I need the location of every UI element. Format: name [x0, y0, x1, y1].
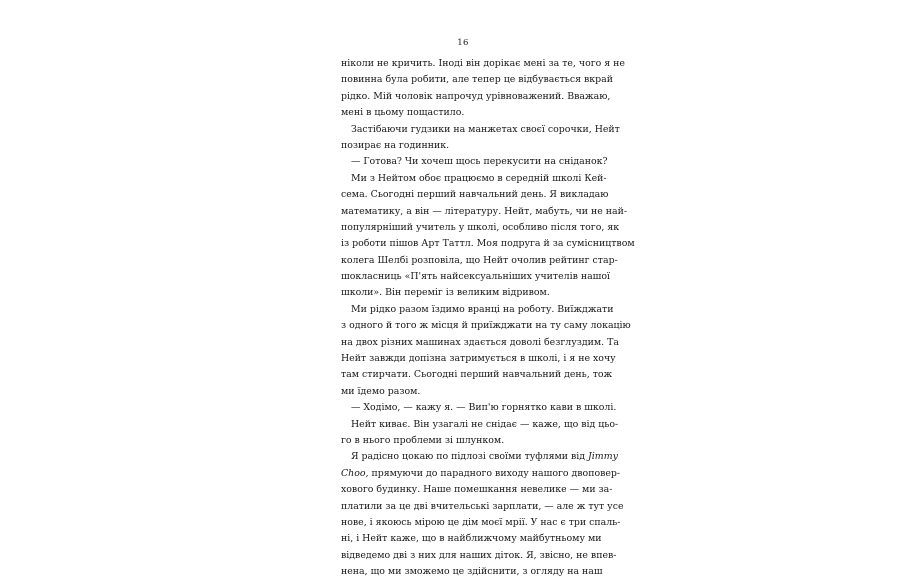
text-line: [341, 548, 617, 564]
text-line: [341, 269, 611, 285]
line-text: нена, що ми зможемо це здійснити, з огляду на наш: [341, 566, 603, 578]
text-line: [341, 72, 613, 88]
text-line: [341, 466, 621, 482]
text-line: [341, 236, 635, 252]
line-text: ні, і Нейт каже, що в найближчому майбутньому ми: [341, 533, 602, 545]
text-line: [341, 384, 585, 400]
text-line: [341, 531, 602, 547]
line-text: математику, а він — літературу. Нейт, мабуть, чи не най-: [341, 205, 628, 217]
line-text: шокласниць «П'ять найсексуальніших учителів нашої: [341, 271, 611, 283]
line-text: відведемо дві з них для наших діток. Я, звісно, не впев-: [341, 549, 617, 561]
line-text: позирає на годинник.: [341, 139, 450, 151]
line-text: ми їдемо разом.: [341, 385, 421, 397]
italic-text: Jimmy: [588, 451, 618, 463]
text-line: [341, 220, 620, 236]
text-line: [341, 154, 608, 170]
body-text: [341, 56, 635, 581]
text-line: [341, 187, 609, 203]
text-line: [341, 417, 619, 433]
line-text: із роботи пішов Арт Таттл. Моя подруга й за сумісництвом: [341, 238, 635, 250]
text-line: [341, 253, 618, 269]
line-text: Застібаючи гудзики на манжетах своєї сорочки, Нейт: [351, 123, 620, 135]
text-line: [341, 367, 613, 383]
line-text: — Готова? Чи хочеш щось перекусити на сніданок?: [351, 156, 608, 168]
line-text: — Ходімо, — кажу я. — Вип'ю горнятко кави в школі.: [351, 402, 617, 414]
line-text: Нейт киває. Він узагалі не снідає — каже, що від цьо-: [351, 418, 619, 430]
text-line: [341, 302, 614, 318]
line-text: ніколи не кричить. Іноді він дорікає мені за те, чого я не: [341, 58, 625, 69]
text-line: [341, 449, 618, 465]
text-line: [341, 204, 628, 220]
page-number: 16: [457, 38, 469, 48]
text-line: [341, 499, 624, 515]
text-line: [341, 335, 619, 351]
line-text: Нейт завжди допізна затримується в школі, і я не хочу: [341, 353, 616, 365]
line-text: сема. Сьогодні перший навчальний день. Я викладаю: [341, 189, 609, 201]
text-line: [341, 138, 585, 154]
text-line: [341, 482, 613, 498]
line-text: платили за це дві вчительські зарплати, — але ж тут усе: [341, 500, 624, 512]
text-line: [341, 56, 625, 72]
line-text: там стирчати. Сьогодні перший навчальний день, тож: [341, 369, 613, 381]
text-line: [341, 318, 631, 334]
text-line: [341, 400, 617, 416]
text-line: [341, 105, 585, 121]
text-line: [341, 122, 620, 138]
line-text: школи». Він переміг із великим відривом.: [341, 287, 550, 299]
line-text: популярніший учитель у школі, особливо після того, як: [341, 221, 620, 233]
text-line: [341, 433, 585, 449]
text-line: [341, 285, 585, 301]
line-text: Ми рідко разом їздимо вранці на роботу. Виїжджати: [351, 303, 614, 315]
text-line: [341, 351, 616, 367]
italic-text: Choo,: [341, 467, 369, 479]
text-line: [341, 171, 607, 187]
text-line: [341, 564, 603, 580]
line-text: Ми з Нейтом обоє працюємо в середній школі Кей-: [351, 172, 607, 184]
line-text: хового будинку. Наше помешкання невелике — ми за-: [341, 484, 613, 496]
line-text: на двох різних машинах здається доволі безглуздим. Та: [341, 336, 619, 348]
line-text: рідко. Мій чоловік напрочуд урівноважений. Вважаю,: [341, 90, 611, 102]
line-text: нове, і якоюсь мірою це дім моєї мрії. У нас є три спаль-: [341, 516, 621, 528]
line-text: го в нього проблеми зі шлунком.: [341, 434, 505, 446]
text-line: [341, 515, 621, 531]
line-text: Я радісно цокаю по підлозі своїми туфлями від: [351, 451, 589, 463]
text-line: [341, 89, 611, 105]
line-text: мені в цьому пощастило.: [341, 107, 465, 119]
book-page: [341, 0, 635, 578]
line-text: з одного й того ж місця й приїжджати на ту саму локацію: [341, 320, 631, 332]
line-text: повинна була робити, але тепер це відбувається вкрай: [341, 74, 613, 86]
line-text: колега Шелбі розповіла, що Нейт очолив рейтинг стар-: [341, 254, 618, 266]
line-text: прямуючи до парадного виходу нашого двоповер-: [368, 467, 621, 479]
